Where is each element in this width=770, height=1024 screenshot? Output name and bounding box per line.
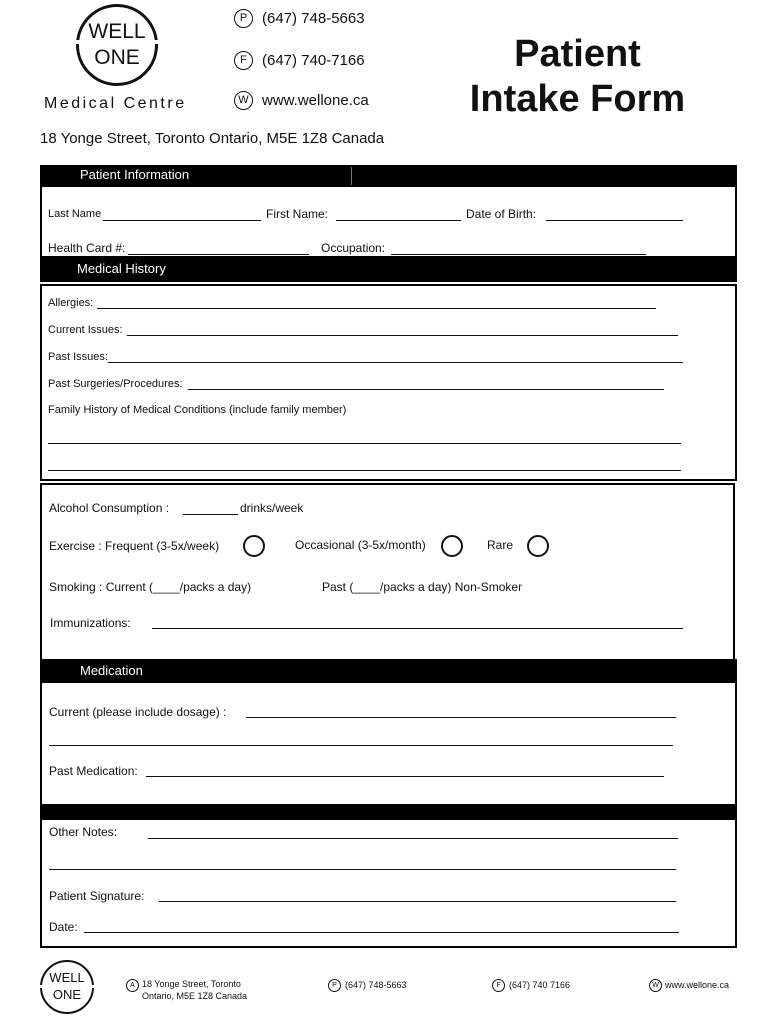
first-name-input[interactable] (336, 220, 461, 221)
past-medication-input[interactable] (146, 776, 664, 777)
first-name-label: First Name: (266, 207, 329, 221)
header-phone-text: (647) 748-5663 (262, 10, 365, 27)
exercise-frequent-radio[interactable] (243, 535, 265, 557)
past-issues-label: Past Issues: (48, 351, 108, 363)
header-fax (234, 51, 365, 70)
exercise-label: Exercise : Frequent (3-5x/week) (49, 539, 220, 553)
header-website-text: www.wellone.ca (262, 92, 369, 109)
footer-fax: (647) 740 7166 (509, 980, 571, 990)
current-medication-input[interactable] (246, 717, 676, 718)
date-input[interactable] (84, 932, 679, 933)
dob-input[interactable] (546, 220, 683, 221)
occupation-input[interactable] (391, 254, 646, 255)
other-notes-line-2[interactable] (49, 869, 676, 870)
header-phone (234, 9, 365, 28)
immunizations-label: Immunizations: (50, 616, 131, 630)
footer-phone: (647) 748-5663 (345, 980, 407, 990)
logo-word-top: WELL (88, 20, 146, 43)
footer-address-line1: 18 Yonge Street, Toronto (142, 979, 241, 989)
section-header-medication (40, 659, 737, 683)
current-issues-label: Current Issues: (48, 324, 123, 336)
occupation-label: Occupation: (321, 241, 386, 255)
patient-info-heading: Patient Information (80, 167, 190, 182)
address-icon: A (126, 979, 139, 992)
header-fax-text: (647) 740-7166 (262, 52, 365, 69)
past-surgeries-label: Past Surgeries/Procedures: (48, 378, 183, 390)
footer-web-icon: W (649, 979, 662, 992)
logo-subtitle: Medical Centre (44, 95, 187, 112)
exercise-rare-label: Rare (487, 538, 514, 552)
footer-logo-word-bottom: ONE (52, 987, 82, 1002)
other-notes-input[interactable] (148, 838, 678, 839)
exercise-occasional-radio[interactable] (441, 535, 463, 557)
smoking-label: Smoking : Current (____/packs a day) (49, 580, 252, 594)
last-name-input[interactable] (103, 220, 261, 221)
logo-word-bottom: ONE (94, 46, 140, 69)
web-icon: W (234, 91, 253, 110)
past-medication-label: Past Medication: (49, 764, 138, 778)
last-name-label: Last Name (48, 208, 102, 220)
logo-ring (76, 4, 158, 86)
footer-logo-word-top: WELL (49, 970, 85, 985)
past-surgeries-input[interactable] (188, 389, 664, 390)
dob-label: Date of Birth: (466, 207, 537, 221)
date-label: Date: (49, 920, 78, 934)
form-title-line1: Patient (514, 33, 641, 75)
allergies-label: Allergies: (48, 297, 94, 309)
phone-icon: P (234, 9, 253, 28)
header-website (234, 91, 369, 110)
footer-address-line2: Ontario, M5E 1Z8 Canada (142, 991, 248, 1001)
fax-icon: F (234, 51, 253, 70)
family-history-line-1[interactable] (48, 443, 681, 444)
patient-info-box (40, 186, 737, 258)
health-card-input[interactable] (128, 254, 309, 255)
patient-signature-label: Patient Signature: (49, 889, 145, 903)
footer-fax-icon: F (492, 979, 505, 992)
clinic-address: 18 Yonge Street, Toronto Ontario, M5E 1Z8 Canada (40, 130, 385, 147)
family-history-line-2[interactable] (48, 470, 681, 471)
current-issues-input[interactable] (127, 335, 678, 336)
patient-signature-input[interactable] (159, 901, 676, 902)
alcohol-input[interactable] (183, 514, 238, 515)
exercise-rare-radio[interactable] (527, 535, 549, 557)
footer-website: www.wellone.ca (665, 980, 730, 990)
exercise-occasional-label: Occasional (3-5x/month) (295, 538, 426, 552)
allergies-input[interactable] (97, 308, 656, 309)
family-history-label: Family History of Medical Conditions (include family member) (48, 404, 347, 416)
footer-phone-icon: P (328, 979, 341, 992)
section-header-notes (40, 804, 737, 820)
current-medication-label: Current (please include dosage) : (49, 705, 227, 719)
smoking-past-label: Past (____/packs a day) Non-Smoker (322, 580, 523, 594)
past-issues-input[interactable] (108, 362, 683, 363)
health-card-label: Health Card #: (48, 241, 126, 255)
immunizations-input[interactable] (152, 628, 683, 629)
other-notes-label: Other Notes: (49, 825, 118, 839)
medication-box (40, 682, 737, 806)
medical-history-heading: Medical History (77, 261, 166, 276)
alcohol-label: Alcohol Consumption : (49, 501, 170, 515)
section-header-patient-info (40, 165, 737, 187)
current-medication-line-2[interactable] (49, 745, 673, 746)
medication-heading: Medication (80, 663, 143, 678)
alcohol-unit: drinks/week (240, 501, 304, 515)
section-header-medical-history (40, 257, 737, 282)
form-title-line2: Intake Form (469, 78, 686, 120)
